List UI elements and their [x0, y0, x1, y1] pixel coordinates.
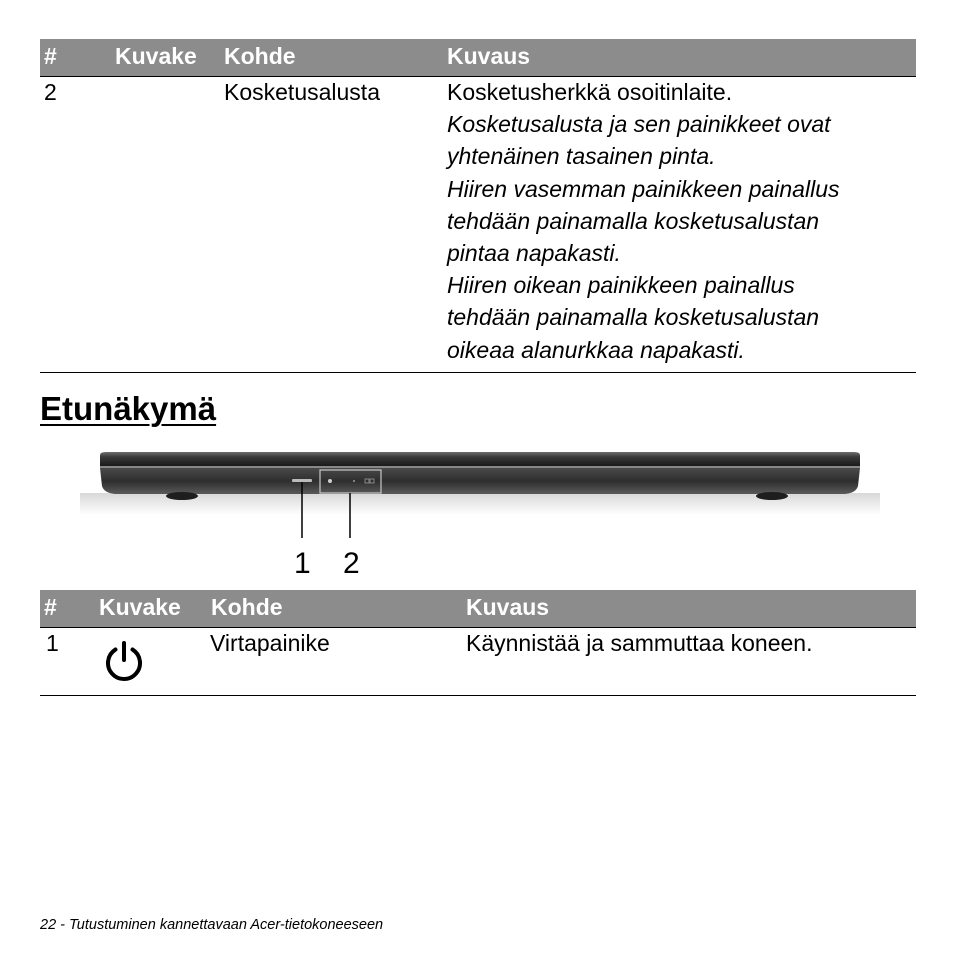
table1-bottom-rule: [40, 372, 916, 373]
table1-header: [40, 39, 916, 77]
table2-row-desc: Käynnistää ja sammuttaa koneen.: [466, 630, 813, 656]
table2-bottom-rule: [40, 695, 916, 696]
callout-2: 2: [343, 547, 360, 580]
table1-header-desc: Kuvaus: [447, 43, 531, 69]
page-footer: 22 - Tutustuminen kannettavaan Acer-tietokoneeseen: [40, 917, 384, 933]
power-icon: [102, 640, 146, 682]
table2-header-icon: Kuvake: [99, 594, 181, 620]
table2-header-item: Kohde: [211, 594, 283, 620]
table1-header-icon: Kuvake: [115, 43, 197, 69]
desc-line: tehdään painamalla kosketusalustan: [447, 207, 820, 234]
table1-row-num: 2: [44, 79, 57, 105]
table2-row-num: 1: [46, 630, 59, 656]
table1-header-num: #: [44, 43, 57, 69]
section-title: Etunäkymä: [40, 390, 217, 427]
desc-line: yhtenäinen tasainen pinta.: [447, 143, 716, 170]
desc-line: tehdään painamalla kosketusalustan: [447, 304, 820, 331]
table2-header-num: #: [44, 594, 57, 620]
table2-header: [40, 590, 916, 628]
desc-line: Kosketusherkkä osoitinlaite.: [447, 79, 733, 105]
desc-line: Kosketusalusta ja sen painikkeet ovat: [447, 111, 831, 138]
desc-line: pintaa napakasti.: [447, 240, 621, 267]
desc-line: oikeaa alanurkkaa napakasti.: [447, 336, 745, 363]
table1-row-item: Kosketusalusta: [224, 79, 380, 105]
table2-header-desc: Kuvaus: [466, 594, 550, 620]
table1-row-desc: [447, 76, 839, 366]
laptop-front-view: [80, 448, 880, 538]
desc-line: Hiiren oikean painikkeen painallus: [447, 272, 795, 299]
table2-row-item: Virtapainike: [210, 630, 330, 656]
callout-1: 1: [294, 547, 311, 580]
desc-line: Hiiren vasemman painikkeen painallus: [447, 175, 840, 202]
table1-header-item: Kohde: [224, 43, 296, 69]
power-button-marker: [292, 479, 312, 482]
